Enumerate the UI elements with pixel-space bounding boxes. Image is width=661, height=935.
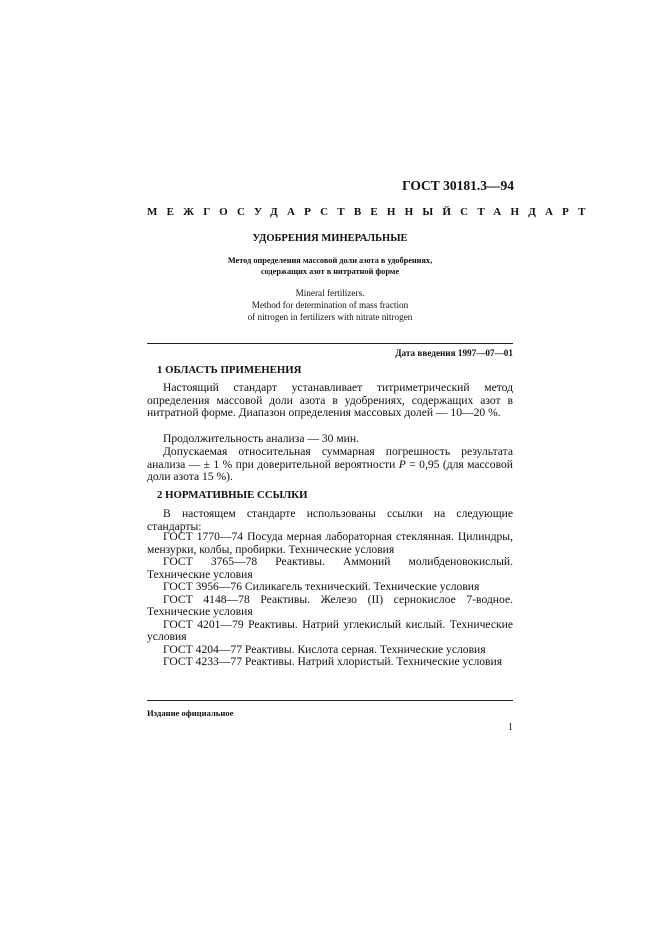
normative-references-list (147, 531, 513, 669)
section-1-heading: 1 ОБЛАСТЬ ПРИМЕНЕНИЯ (157, 364, 302, 376)
document-code: ГОСТ 30181.3—94 (402, 178, 514, 193)
footer-divider (147, 700, 513, 701)
probability-variable: P (398, 457, 406, 471)
english-title-line-2: Method for determination of mass fraction (251, 300, 409, 310)
page-number: 1 (508, 722, 513, 733)
reference-item: ГОСТ 4233—77 Реактивы. Натрий хлористый. Технические условия (163, 655, 503, 668)
reference-item: ГОСТ 4148—78 Реактивы. Железо (II) сернокислое 7-водное. Технические условия (147, 592, 513, 618)
reference-item: ГОСТ 3956—76 Силикагель технический. Технические условия (163, 580, 480, 593)
paragraph-3-end: = 0,95 (для массовой доли азота 15 %). (147, 457, 514, 483)
paragraph-3-start: Допускаемая относительная суммарная погрешность результата анализа — ± 1 % при доверительной вероятности (147, 445, 513, 471)
document-title: УДОБРЕНИЯ МИНЕРАЛЬНЫЕ (252, 233, 408, 244)
section-1-paragraph-1: Настоящий стандарт устанавливает титриметрический метод определения массовой доли азота в удобрениях, содержащих азот в нитратной форме. Диапазон определения массовых долей — 10—20 %. (147, 381, 513, 419)
introduction-date: Дата введения 1997—07—01 (395, 348, 513, 358)
header-divider (147, 343, 513, 344)
reference-item: ГОСТ 1770—74 Посуда мерная лабораторная стеклянная. Цилиндры, мензурки, колбы, пробирки. Технические условия (147, 530, 513, 556)
subtitle-line-2: содержащих азот в нитратной форме (260, 267, 400, 276)
banner-word-interstate: МЕЖГОСУДАРСТВЕННЫЙ (147, 206, 461, 218)
subtitle-line-1: Метод определения массовой доли азота в удобрениях, (227, 256, 433, 265)
english-title (190, 287, 470, 323)
reference-item: ГОСТ 4204—77 Реактивы. Кислота серная. Технические условия (163, 642, 486, 656)
section-2-heading: 2 НОРМАТИВНЫЕ ССЫЛКИ (157, 489, 308, 501)
section-1-paragraph-2: Продолжительность анализа — 30 мин. (163, 432, 359, 445)
section-1-paragraph-3 (147, 446, 513, 484)
english-title-line-3: of nitrogen in fertilizers with nitrate nitrogen (247, 312, 413, 322)
official-edition-label: Издание официальное (147, 708, 234, 718)
section-2-intro: В настоящем стандарте использованы ссылки на следующие стандарты: (147, 507, 513, 533)
banner-word-standard: СТАНДАРТ (460, 206, 595, 218)
interstate-standard-banner (147, 206, 595, 218)
reference-item: ГОСТ 4201—79 Реактивы. Натрий углекислый кислый. Технические условия (147, 617, 513, 643)
english-title-line-1: Mineral fertilizers. (295, 288, 365, 298)
document-subtitle (190, 255, 470, 277)
reference-item: ГОСТ 3765—78 Реактивы. Аммоний молибденовокислый. Технические условия (147, 555, 513, 581)
